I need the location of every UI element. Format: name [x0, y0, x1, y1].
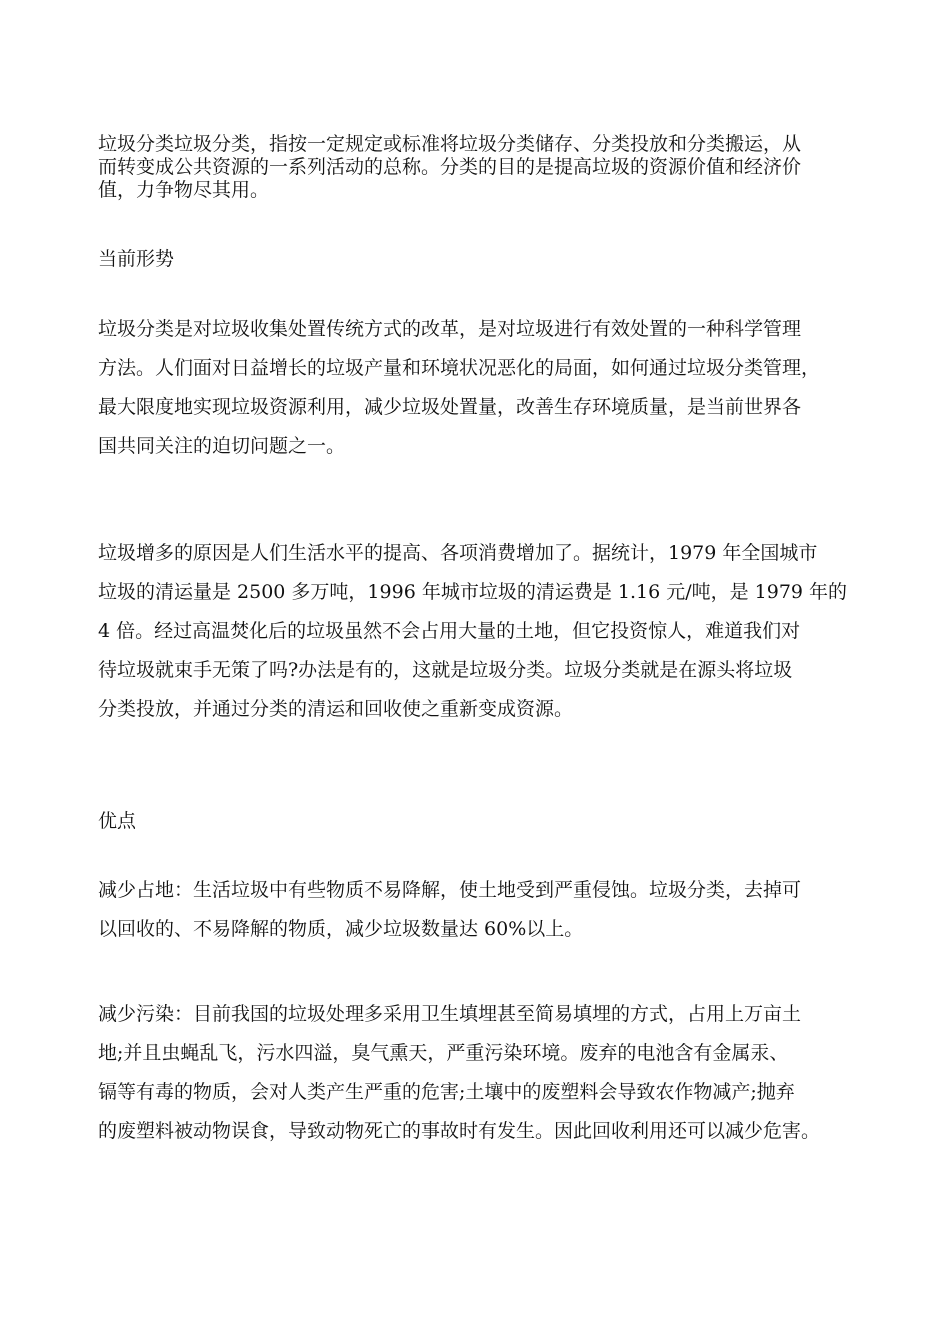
text-line: 国共同关注的迫切问题之一。: [98, 435, 346, 457]
section-heading-advantages: 优点: [98, 810, 137, 832]
current-paragraph-2: [98, 534, 858, 729]
text-line: 垃圾分类垃圾分类，指按一定规定或标准将垃圾分类储存、分类投放和分类搬运，从: [98, 133, 802, 155]
advantages-paragraph-1: [98, 871, 858, 949]
intro-paragraph: [98, 133, 858, 202]
text-line: 方法。人们面对日益增长的垃圾产量和环境状况恶化的局面，如何通过垃圾分类管理，: [98, 357, 821, 379]
text-line: 垃圾增多的原因是人们生活水平的提高、各项消费增加了。据统计，1979 年全国城市: [98, 542, 818, 564]
text-line: 值，力争物尽其用。: [98, 179, 270, 201]
text-line: 垃圾分类是对垃圾收集处置传统方式的改革，是对垃圾进行有效处置的一种科学管理: [98, 318, 802, 340]
text-line: 减少污染：目前我国的垃圾处理多采用卫生填埋甚至简易填埋的方式，占用上万亩土: [98, 1003, 802, 1025]
text-line: 以回收的、不易降解的物质，减少垃圾数量达 60%以上。: [98, 918, 584, 940]
text-line: 待垃圾就束手无策了吗?办法是有的，这就是垃圾分类。垃圾分类就是在源头将垃圾: [98, 659, 793, 681]
text-line: 减少占地：生活垃圾中有些物质不易降解，使土地受到严重侵蚀。垃圾分类，去掉可: [98, 879, 802, 901]
current-paragraph-1: [98, 310, 858, 466]
text-line: 而转变成公共资源的一系列活动的总称。分类的目的是提高垃圾的资源价值和经济价: [98, 156, 802, 178]
section-heading-current: 当前形势: [98, 248, 175, 270]
text-line: 镉等有毒的物质，会对人类产生严重的危害;土壤中的废塑料会导致农作物减产;抛弃: [98, 1081, 795, 1103]
text-line: 分类投放，并通过分类的清运和回收使之重新变成资源。: [98, 698, 574, 720]
text-line: 最大限度地实现垃圾资源利用，减少垃圾处置量，改善生存环境质量，是当前世界各: [98, 396, 802, 418]
text-line: 的废塑料被动物误食，导致动物死亡的事故时有发生。因此回收利用还可以减少危害。: [98, 1120, 821, 1142]
text-line: 4 倍。经过高温焚化后的垃圾虽然不会占用大量的土地，但它投资惊人，难道我们对: [98, 620, 801, 642]
text-line: 垃圾的清运量是 2500 多万吨，1996 年城市垃圾的清运费是 1.16 元/吨，是 1979 年的: [98, 581, 848, 603]
advantages-paragraph-2: [98, 995, 858, 1151]
text-line: 地;并且虫蝇乱飞，污水四溢，臭气熏天，严重污染环境。废弃的电池含有金属汞、: [98, 1042, 789, 1064]
